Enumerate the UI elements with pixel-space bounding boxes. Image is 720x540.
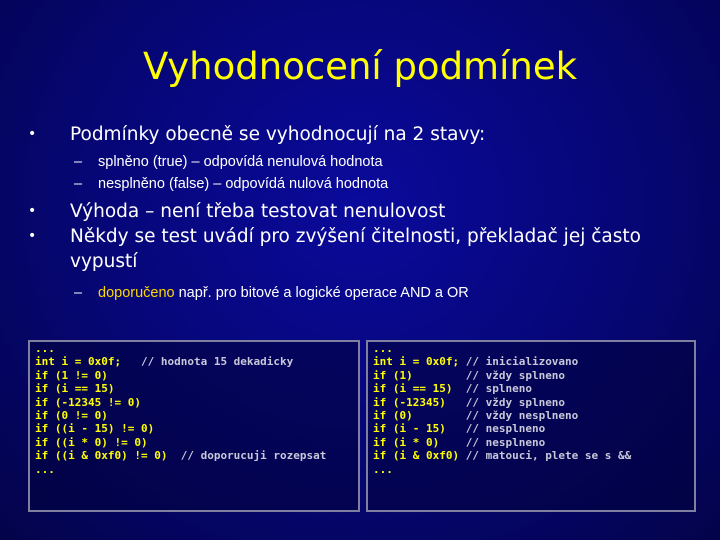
code-comment: // nesplneno <box>465 435 546 449</box>
bullet-item <box>28 122 698 147</box>
code-comment: // inicializovano <box>465 355 579 369</box>
bullet-marker: • <box>28 228 37 244</box>
slide-title: Vyhodnocení podmínek <box>142 45 578 88</box>
code-line <box>35 382 353 395</box>
code-line <box>373 355 689 368</box>
code-line <box>35 369 353 382</box>
code-text: if (-12345 != 0) <box>35 395 141 409</box>
code-line <box>373 369 689 382</box>
bullet-text: Výhoda – není třeba testovat nenulovost <box>70 201 446 222</box>
code-comment: // matouci, plete se s && <box>465 449 632 463</box>
code-text: if (i == 15) <box>373 382 466 396</box>
code-text: if ((i - 15) != 0) <box>35 422 155 436</box>
sub-bullet-marker: – <box>74 154 83 170</box>
code-line <box>373 422 689 435</box>
code-line <box>35 449 353 462</box>
code-text: ... <box>373 342 393 355</box>
code-comment: // splneno <box>465 382 532 396</box>
code-comment: // doporucuji rozepsat <box>180 449 327 463</box>
code-comment: // nesplneno <box>465 422 546 436</box>
code-text: if (i * 0) <box>373 435 466 449</box>
bullet-text: Někdy se test uvádí pro zvýšení čitelnosti, překladač jej často vypustí <box>70 226 641 272</box>
sub-bullet-item <box>28 173 698 195</box>
code-line <box>35 342 353 355</box>
bullet-item <box>28 199 698 224</box>
code-listing-right <box>373 342 689 476</box>
code-comment: // vždy nesplneno <box>465 408 579 422</box>
code-line <box>35 355 353 368</box>
code-text: if (i == 15) <box>35 382 115 396</box>
bullet-marker: • <box>28 126 37 142</box>
highlight-text: doporučeno <box>98 285 175 301</box>
sub-bullet-text: splněno (true) – odpovídá nenulová hodnota <box>98 154 383 170</box>
code-text: if (-12345) <box>373 395 466 409</box>
bullet-marker: • <box>28 203 37 219</box>
code-text: if (1 != 0) <box>35 368 108 382</box>
code-text: if ((i & 0xf0) != 0) <box>35 449 181 463</box>
code-line <box>373 396 689 409</box>
sub-bullet-marker: – <box>74 176 83 192</box>
code-text: int i = 0x0f; <box>35 355 141 369</box>
sub-bullet-text: nesplněno (false) – odpovídá nulová hodnota <box>98 176 389 192</box>
sub-bullet-item <box>28 151 698 173</box>
code-text: int i = 0x0f; <box>373 355 466 369</box>
code-line <box>373 436 689 449</box>
code-comment: // vždy splneno <box>465 368 566 382</box>
sub-bullet-item <box>28 282 698 304</box>
code-line <box>35 422 353 435</box>
code-line <box>373 382 689 395</box>
code-line <box>373 463 689 476</box>
code-listing-left <box>35 342 353 476</box>
code-comment: // vždy splneno <box>465 395 566 409</box>
code-comment: // hodnota 15 dekadicky <box>140 355 294 369</box>
code-line <box>35 463 353 476</box>
code-line <box>373 449 689 462</box>
code-text: ... <box>35 462 55 476</box>
code-box-left <box>28 340 360 512</box>
sub-bullet-marker: – <box>74 285 83 301</box>
code-line <box>35 409 353 422</box>
code-text: if (1) <box>373 368 466 382</box>
code-text: ... <box>373 462 393 476</box>
code-line <box>35 396 353 409</box>
code-text: ... <box>35 342 55 355</box>
code-text: if (0 != 0) <box>35 408 108 422</box>
code-box-right <box>366 340 696 512</box>
code-text: if (i & 0xf0) <box>373 449 466 463</box>
code-line <box>35 436 353 449</box>
code-text: if ((i * 0) != 0) <box>35 435 148 449</box>
code-line <box>373 409 689 422</box>
code-text: if (i - 15) <box>373 422 466 436</box>
bullet-item <box>28 224 698 274</box>
sub-bullet-text: např. pro bitové a logické operace AND a OR <box>174 285 469 301</box>
slide-content <box>28 122 698 304</box>
bullet-text: Podmínky obecně se vyhodnocují na 2 stavy: <box>70 124 486 145</box>
code-line <box>373 342 689 355</box>
code-text: if (0) <box>373 408 466 422</box>
